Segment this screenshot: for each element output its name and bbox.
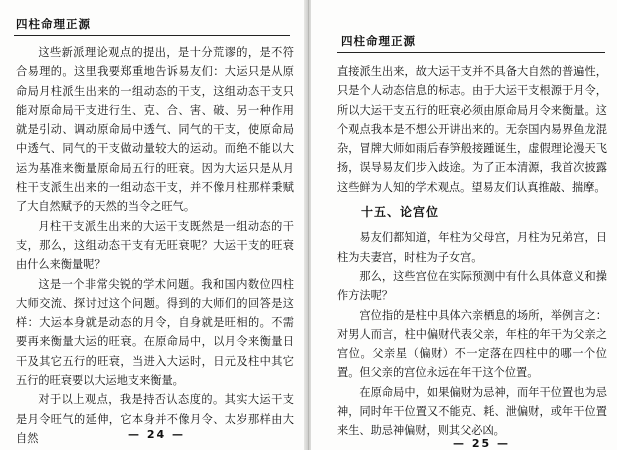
left-page: [0, 0, 306, 450]
paragraph: 这些新派理论观点的提出，是十分荒谬的，是不符合易理的。这里我要郑重地告诉易友们：大运只是从原命局月柱派生出来的一组动态的干支，这组动态干支只能对原命局干支进行生、克、合、害、破、另一种作用就是引动、调动原命局中透气、同气的干支，使原命局中透气、同气的干支做动量较大的运动。而绝不能以大运为基准来衡量原命局五行的旺衰。因为大运只是从月柱干支派生出来的一组动态干支，并不像月柱那样秉赋了大自然赋予的天然的当令之旺气。: [16, 46, 294, 214]
paragraph: 对于以上观点，我是持否认态度的。其实大运干支是月令旺气的延伸，它本身并不像月令、太岁那样由大自然: [16, 393, 294, 445]
right-page: [311, 0, 617, 450]
page-number: — 25 —: [453, 437, 510, 450]
section-title: 十五、论宫位: [361, 205, 440, 220]
page-body: [16, 43, 294, 448]
paragraph: 直接派生出来，故大运干支并不具备大自然的普遍性，只是个人动态信息的标志。由于大运干支根源于月令，所以大运干支五行的旺衰必须由原命局月令来衡量。这个观点我本是不想公开讲出来的。无奈国内易界鱼龙混杂，冒牌大师如雨后春笋般接踵诞生，虚假理论漫天飞扬，误导易友们步入歧途。为了正本清源，我首次披露这些鲜为人知的学术观点。望易友们认真推敲、揣摩。: [337, 65, 607, 194]
paragraph: 月柱干支派生出来的大运干支既然是一组动态的干支，那么，这组动态干支有无旺衰呢？大运干支的旺衰由什么来衡量呢？: [16, 219, 294, 272]
running-header: 四柱命理正源: [341, 34, 416, 48]
page-number: — 24 —: [128, 428, 185, 441]
paragraph: 宫位指的是柱中具体六亲栖息的场所，举例言之：对男人而言，柱中偏财代表父亲，年柱的年干为父亲之宫位。父亲星（偏财）不一定落在四柱中的哪一个位置。但父亲的宫位永远在年干这个位置。: [337, 308, 607, 380]
running-header: 四柱命理正源: [16, 17, 91, 31]
paragraph: 在原命局中，如果偏财为忌神，而年干位置也为忌神，同时年干位置又不能克、耗、泄偏财，或年干位置来生、助忌神偏财，则其父必凶。: [337, 385, 607, 438]
header-rule: [337, 52, 605, 53]
page-body: [337, 62, 607, 441]
paragraph: 这是一个非常尖锐的学术问题。我和国内数位四柱大师交流、探讨过这个问题。得到的大师们的回答是这样：大运本身就是动态的月令，自身就是旺相的。不需要再来衡量大运的旺衰。在原命局中，以月令来衡量日干及其它五行的旺衰，当进入大运时，日元及柱中其它五行的旺衰要以大运地支来衡量。: [16, 277, 294, 388]
paragraph: 易友们都知道，年柱为父母宫，月柱为兄弟宫，日柱为夫妻宫，时柱为子女宫。: [337, 231, 607, 264]
paragraph: 那么，这些宫位在实际预测中有什么具体意义和操作方法呢？: [337, 269, 607, 303]
header-rule: [14, 35, 290, 36]
